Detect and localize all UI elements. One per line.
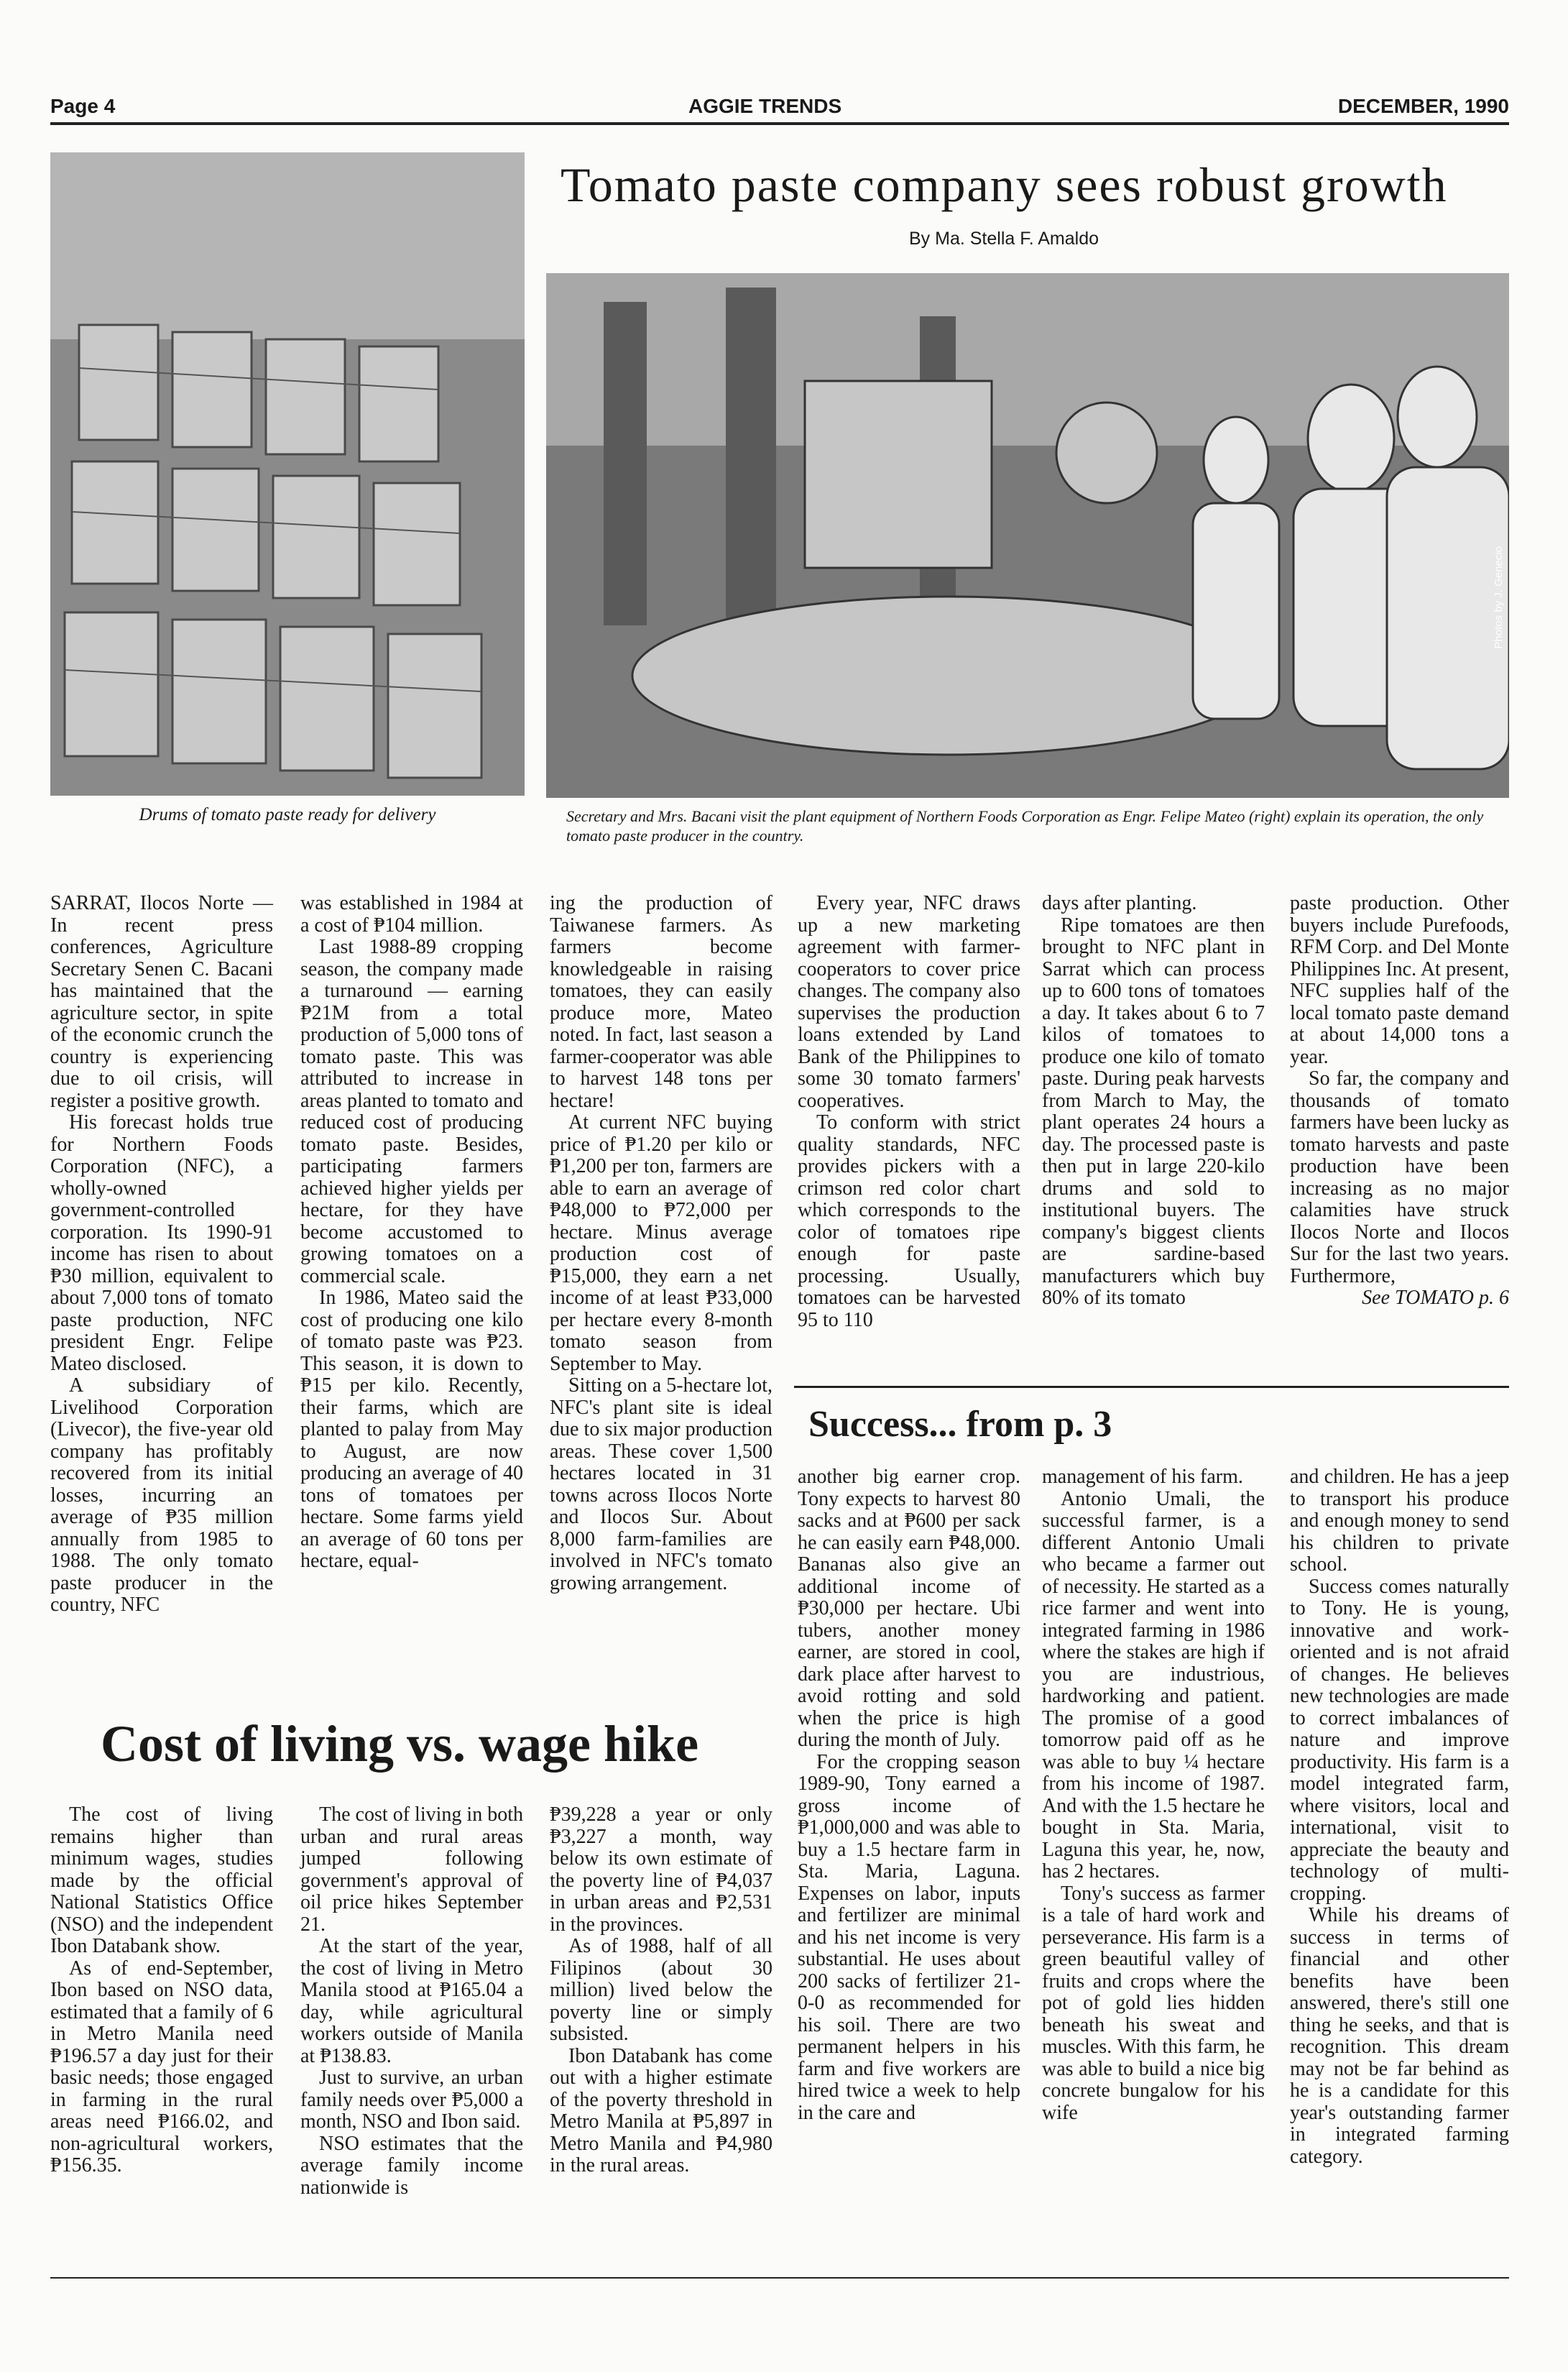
photo-drums	[50, 152, 525, 796]
paragraph: paste production. Other buyers include Purefoods, RFM Corp. and Del Monte Philippines Inc. At present, NFC supplies half of the local tomato paste demand at about 14,000 tons a year.	[1290, 892, 1509, 1068]
wage-headline: Cost of living vs. wage hike	[101, 1715, 699, 1773]
tomato-column-4	[798, 893, 1020, 1331]
success-column-1	[798, 1466, 1020, 2124]
paragraph: Every year, NFC draws up a new marketing agreement with farmer-cooperators to cover price changes. The company also supervises the production loans extended by Land Bank of the Philippines to some 30 tomato farmers' cooperatives.	[798, 892, 1020, 1112]
photo-plant-visit	[546, 273, 1509, 798]
paragraph: Success comes naturally to Tony. He is young, innovative and work-oriented and is not afraid of changes. He believes new technologies are made to correct imbalances of nature and improve productivity. His farm is a model integrated farm, where visitors, local and international, visit to appreciate the beauty and technology of multi-cropping.	[1290, 1575, 1509, 1905]
tomato-column-5	[1042, 893, 1265, 1310]
issue-date: DECEMBER, 1990	[1337, 95, 1509, 117]
paragraph: So far, the company and thousands of tomato farmers have been lucky as tomato harvests and paste production have been increasing as no major calamities have struck Ilocos Norte and Ilocos Sur for the last two years. Furthermore,	[1290, 1067, 1509, 1287]
paragraph: NSO estimates that the average family income nationwide is	[300, 2132, 523, 2199]
tomato-column-3	[550, 893, 773, 1594]
paragraph: A subsidiary of Livelihood Corporation (Livecor), the five-year old company has profitably recovered from its initial losses, incurring an average of ₱35 million annually from 1985 to 1988. The only tomato paste producer in the country, NFC	[50, 1374, 273, 1616]
paragraph: and children. He has a jeep to transport his produce and enough money to send his children to private school.	[1290, 1466, 1509, 1576]
photo-credit: Photos by J. Genecio	[1493, 546, 1505, 649]
tomato-column-6	[1290, 893, 1509, 1310]
paragraph: The cost of living in both urban and rural areas jumped following government's approval of oil price hikes September 21.	[300, 1803, 523, 1936]
tomato-headline: Tomato paste company sees robust growth	[561, 157, 1448, 212]
success-top-rule	[794, 1386, 1509, 1388]
paragraph: To conform with strict quality standards, NFC provides pickers with a crimson red color chart which corresponds to the color of tomatoes ripe enough for paste processing. Usually, tomatoes can be harvested 95 to 110	[798, 1111, 1020, 1331]
paragraph: Antonio Umali, the successful farmer, is a different Antonio Umali who became a farmer out of necessity. He started as a rice farmer and went into integrated farming in 1986 where the stakes are high if you are industrious, hardworking and patient. The promise of a good tomorrow paid off as he was able to buy ¼ hectare from his income of 1987. And with the 1.5 hectare he bought in Sta. Maria, Laguna this year, he, now, has 2 hectares.	[1042, 1487, 1265, 1883]
paragraph: For the cropping season 1989-90, Tony earned a gross income of ₱1,000,000 and was able to buy a 1.5 hectare farm in Sta. Maria, Laguna. Expenses on labor, inputs and fertilizer are minimal and his net income is very substantial. He uses about 200 sacks of fertilizer 21-0-0 as recommended for his soil. There are two permanent helpers in his farm and five workers are hired twice a week to help in the care and	[798, 1750, 1020, 2124]
tomato-column-1	[50, 893, 273, 1617]
success-headline: Success... from p. 3	[808, 1404, 1112, 1445]
wage-column-3	[550, 1804, 773, 2177]
paragraph: Tony's success as farmer is a tale of hard work and perseverance. His farm is a green beautiful valley of fruits and crops where the pot of gold lies hidden beneath his sweat and muscles. With this farm, he was able to build a nice big concrete bungalow for his wife	[1042, 1882, 1265, 2124]
paragraph: His forecast holds true for Northern Foods Corporation (NFC), a wholly-owned government-controlled corporation. Its 1990-91 income has risen to about ₱30 million, equivalent to about 7,000 tons of tomato paste production, NFC president Engr. Felipe Mateo disclosed.	[50, 1111, 273, 1375]
paragraph: ing the production of Taiwanese farmers. As farmers become knowledgeable in raising tomatoes, they can easily produce more, Mateo noted. In fact, last season a farmer-cooperator was able to harvest 148 tons per hectare!	[550, 892, 773, 1112]
caption-drums: Drums of tomato paste ready for delivery	[139, 805, 436, 824]
paragraph: management of his farm.	[1042, 1466, 1243, 1488]
header-rule	[50, 122, 1509, 125]
drums-illustration	[50, 152, 525, 796]
page-number: Page 4	[50, 95, 116, 117]
paragraph: Last 1988-89 cropping season, the company made a turnaround — earning ₱21M from a total production of 5,000 tons of tomato paste. This was attributed to increase in areas planted to tomato and reduced cost of producing tomato paste. Besides, participating farmers achieved higher yields per hectare, for they have become accustomed to growing tomatoes on a commercial scale.	[300, 936, 523, 1287]
plant-equipment-illustration	[546, 273, 1509, 798]
publication-name: AGGIE TRENDS	[688, 95, 842, 117]
wage-column-2	[300, 1804, 523, 2199]
paragraph: Ibon Databank has come out with a higher estimate of the poverty threshold in Metro Manila at ₱5,897 in Metro Manila and ₱4,980 in the rural areas.	[550, 2044, 773, 2176]
success-column-2	[1042, 1466, 1265, 2124]
paragraph: Sitting on a 5-hectare lot, NFC's plant site is ideal due to six major production areas. These cover 1,500 hectares located in 31 towns across Ilocos Norte and Ilocos Sur. About 8,000 farm-families are involved in NFC's tomato growing arrangement.	[550, 1374, 773, 1594]
caption-plant-visit: Secretary and Mrs. Bacani visit the plant equipment of Northern Foods Corporation as Engr. Felipe Mateo (right) explain its operation, the only tomato paste producer in the country.	[566, 807, 1484, 845]
tomato-byline: By Ma. Stella F. Amaldo	[909, 229, 1099, 249]
bottom-rule	[50, 2277, 1509, 2279]
paragraph: Just to survive, an urban family needs over ₱5,000 a month, NSO and Ibon said.	[300, 2067, 523, 2133]
paragraph: ₱39,228 a year or only ₱3,227 a month, way below its own estimate of the poverty line of ₱4,037 in urban areas and ₱2,531 in the provinces.	[550, 1803, 773, 1936]
paragraph: days after planting.	[1042, 892, 1197, 914]
paragraph: In 1986, Mateo said the cost of producing one kilo of tomato paste was ₱23. This season, it is down to ₱15 per kilo. Recently, their farms, which are planted to palay from May to August, are now producing an average of 40 tons of tomatoes per hectare. Some farms yield an average of 60 tons per hectare, equal-	[300, 1287, 523, 1572]
paragraph: SARRAT, Ilocos Norte — In recent press conferences, Agriculture Secretary Senen C. Bacani has maintained that the agriculture sector, in spite of the economic crunch the country is experiencing due to oil crisis, will register a positive growth.	[50, 892, 273, 1112]
paragraph: At current NFC buying price of ₱1.20 per kilo or ₱1,200 per ton, farmers are able to earn an average of ₱48,000 to ₱72,000 per hectare. Minus average production cost of ₱15,000, they earn a net income of at least ₱33,000 per hectare every 8-month tomato season from September to May.	[550, 1111, 773, 1375]
paragraph: The cost of living remains higher than minimum wages, studies made by the official National Statistics Office (NSO) and the independent Ibon Databank show.	[50, 1803, 273, 1957]
paragraph: Ripe tomatoes are then brought to NFC plant in Sarrat which can process up to 600 tons of tomatoes a day. It takes about 6 to 7 kilos of tomatoes to produce one kilo of tomato paste. During peak harvests from March to May, the plant operates 24 hours a day. The processed paste is then put in large 220-kilo drums and sold to institutional buyers. The company's biggest clients are sardine-based manufacturers which buy 80% of its tomato	[1042, 914, 1265, 1309]
paragraph: As of end-September, Ibon based on NSO data, estimated that a family of 6 in Metro Manila need ₱196.57 a day just for their basic needs; those engaged in farming in the rural areas need ₱166.02, and non-agricultural workers, ₱156.35.	[50, 1957, 273, 2176]
page-header	[50, 91, 1509, 124]
jump-reference: See TOMATO p. 6	[1362, 1287, 1509, 1309]
paragraph: As of 1988, half of all Filipinos (about 30 million) lived below the poverty line or simply subsisted.	[550, 1935, 773, 2045]
success-column-3	[1290, 1466, 1509, 2168]
tomato-column-2	[300, 893, 523, 1573]
paragraph: was established in 1984 at a cost of ₱104 million.	[300, 892, 523, 937]
paragraph: At the start of the year, the cost of living in Metro Manila stood at ₱165.04 a day, while agricultural workers outside of Manila at ₱138.83.	[300, 1935, 523, 2067]
wage-column-1	[50, 1804, 273, 2177]
paragraph: another big earner crop. Tony expects to harvest 80 sacks and at ₱600 per sack he can easily earn ₱48,000. Bananas also give an additional income of ₱30,000 per hectare. Ubi tubers, another money earner, are stored in cool, dark place after harvest to avoid rotting and sold when the price is high during the month of July.	[798, 1466, 1020, 1751]
paragraph: While his dreams of success in terms of financial and other benefits have been answered, there's still one thing he seeks, and that is recognition. This dream may not be far behind as he is a candidate for this year's outstanding farmer in integrated farming category.	[1290, 1904, 1509, 2168]
